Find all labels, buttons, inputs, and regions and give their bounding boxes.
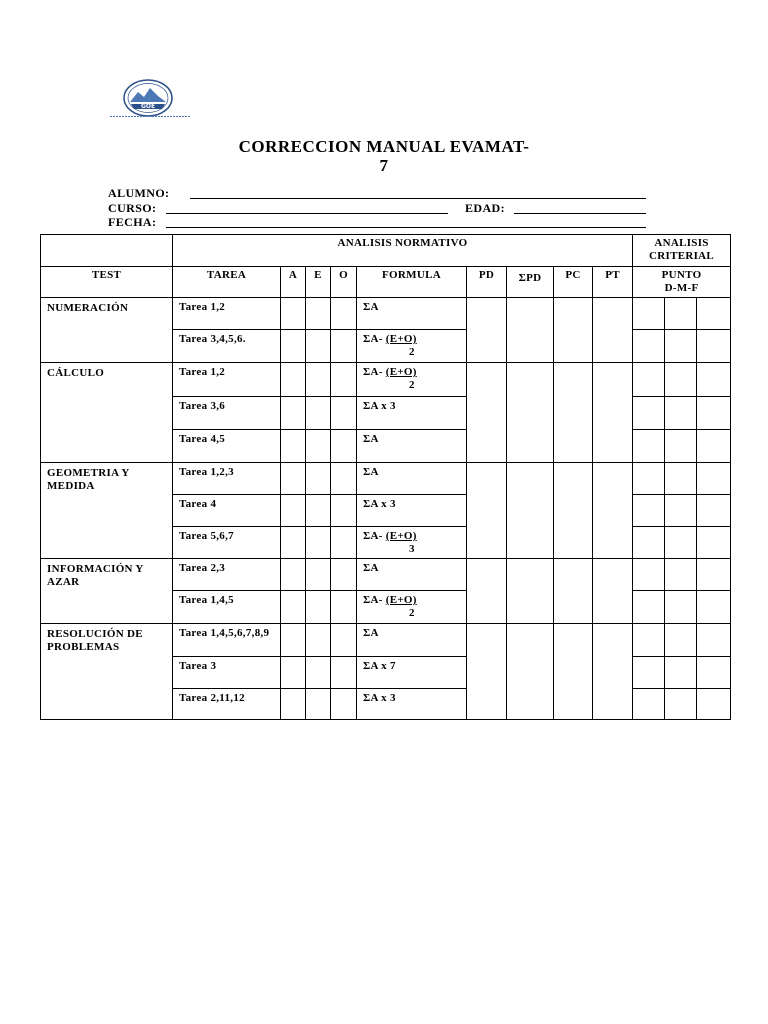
- sum-pd-cell[interactable]: [507, 363, 554, 463]
- formula-denominator: 3: [409, 543, 415, 555]
- formula-denominator: 2: [409, 607, 415, 619]
- score-a-cell[interactable]: [281, 298, 306, 330]
- punto-f-cell[interactable]: [697, 657, 731, 689]
- score-e-cell[interactable]: [306, 527, 331, 559]
- table-row: [41, 363, 731, 397]
- tarea-cell: Tarea 3,6: [173, 397, 281, 430]
- punto-m-cell[interactable]: [665, 624, 697, 657]
- score-o-cell[interactable]: [331, 591, 357, 624]
- title-line-1: CORRECCION MANUAL EVAMAT-: [238, 137, 530, 156]
- punto-d-cell[interactable]: [633, 363, 665, 397]
- punto-m-cell[interactable]: [665, 591, 697, 624]
- col-a: A: [281, 267, 306, 298]
- pt-cell[interactable]: [593, 463, 633, 559]
- punto-m-cell[interactable]: [665, 463, 697, 495]
- punto-f-cell[interactable]: [697, 397, 731, 430]
- formula-cell: [357, 330, 467, 363]
- test-name: CÁLCULO: [41, 363, 173, 463]
- formula-cell: [357, 657, 467, 689]
- fecha-label: FECHA:: [108, 215, 157, 229]
- punto-m-cell[interactable]: [665, 527, 697, 559]
- punto-m-cell[interactable]: [665, 689, 697, 720]
- col-pd: PD: [467, 267, 507, 298]
- punto-d-cell[interactable]: [633, 559, 665, 591]
- pd-cell[interactable]: [467, 559, 507, 624]
- school-logo: [122, 78, 174, 120]
- score-a-cell[interactable]: [281, 363, 306, 397]
- score-a-cell[interactable]: [281, 463, 306, 495]
- punto-d-cell[interactable]: [633, 298, 665, 330]
- test-name: RESOLUCIÓN DE PROBLEMAS: [41, 624, 173, 720]
- formula-numerator: (E+O): [385, 333, 417, 345]
- evaluation-table: [40, 234, 731, 720]
- pc-cell[interactable]: [554, 463, 593, 559]
- score-o-cell[interactable]: [331, 330, 357, 363]
- formula-cell: [357, 363, 467, 397]
- alumno-label: ALUMNO:: [108, 186, 170, 200]
- punto-m-cell[interactable]: [665, 657, 697, 689]
- score-o-cell[interactable]: [331, 430, 357, 463]
- score-e-cell[interactable]: [306, 463, 331, 495]
- formula-text: ΣA: [363, 466, 379, 478]
- formula-cell: [357, 463, 467, 495]
- tarea-cell: Tarea 4: [173, 495, 281, 527]
- formula-text: ΣA x 7: [363, 660, 396, 672]
- score-o-cell[interactable]: [331, 559, 357, 591]
- tarea-cell: Tarea 2,3: [173, 559, 281, 591]
- test-name: GEOMETRIA Y MEDIDA: [41, 463, 173, 559]
- tarea-cell: Tarea 1,2,3: [173, 463, 281, 495]
- score-a-cell[interactable]: [281, 591, 306, 624]
- formula-numerator: (E+O): [385, 530, 417, 542]
- score-a-cell[interactable]: [281, 657, 306, 689]
- tarea-cell: Tarea 4,5: [173, 430, 281, 463]
- score-e-cell[interactable]: [306, 397, 331, 430]
- formula-text: ΣA: [363, 301, 379, 313]
- punto-f-cell[interactable]: [697, 689, 731, 720]
- score-a-cell[interactable]: [281, 624, 306, 657]
- formula-text: ΣA-: [363, 333, 386, 345]
- formula-cell: [357, 591, 467, 624]
- formula-text: ΣA x 3: [363, 400, 396, 412]
- score-e-cell[interactable]: [306, 559, 331, 591]
- title-line-2: 7: [379, 156, 389, 175]
- punto-d-cell[interactable]: [633, 591, 665, 624]
- punto-f-cell[interactable]: [697, 527, 731, 559]
- formula-numerator: (E+O): [385, 594, 417, 606]
- pc-cell[interactable]: [554, 363, 593, 463]
- punto-d-cell[interactable]: [633, 430, 665, 463]
- tarea-cell: Tarea 1,4,5,6,7,8,9: [173, 624, 281, 657]
- tarea-cell: Tarea 2,11,12: [173, 689, 281, 720]
- score-e-cell[interactable]: [306, 298, 331, 330]
- score-o-cell[interactable]: [331, 689, 357, 720]
- formula-text: ΣA x 3: [363, 498, 396, 510]
- formula-text: ΣA-: [363, 530, 386, 542]
- punto-d-cell[interactable]: [633, 527, 665, 559]
- tarea-cell: Tarea 1,2: [173, 363, 281, 397]
- pd-cell[interactable]: [467, 624, 507, 720]
- tarea-cell: Tarea 3,4,5,6.: [173, 330, 281, 363]
- formula-denominator: 2: [409, 379, 415, 391]
- formula-denominator: 2: [409, 346, 415, 358]
- punto-d-cell[interactable]: [633, 397, 665, 430]
- punto-f-cell[interactable]: [697, 298, 731, 330]
- formula-cell: [357, 495, 467, 527]
- col-e: E: [306, 267, 331, 298]
- formula-text: ΣA-: [363, 366, 386, 378]
- score-o-cell[interactable]: [331, 624, 357, 657]
- sum-pd-cell[interactable]: [507, 624, 554, 720]
- header-normativo: ANALISIS NORMATIVO: [173, 235, 633, 267]
- table-row: [41, 298, 731, 330]
- punto-f-cell[interactable]: [697, 495, 731, 527]
- score-a-cell[interactable]: [281, 559, 306, 591]
- pt-cell[interactable]: [593, 298, 633, 363]
- punto-d-cell[interactable]: [633, 657, 665, 689]
- score-e-cell[interactable]: [306, 363, 331, 397]
- score-e-cell[interactable]: [306, 495, 331, 527]
- sum-pd-cell[interactable]: [507, 559, 554, 624]
- formula-text: ΣA-: [363, 594, 386, 606]
- punto-f-cell[interactable]: [697, 559, 731, 591]
- col-formula: FORMULA: [357, 267, 467, 298]
- punto-m-cell[interactable]: [665, 559, 697, 591]
- pc-cell[interactable]: [554, 559, 593, 624]
- sum-pd-cell[interactable]: [507, 463, 554, 559]
- score-o-cell[interactable]: [331, 397, 357, 430]
- score-a-cell[interactable]: [281, 397, 306, 430]
- score-a-cell[interactable]: [281, 527, 306, 559]
- formula-cell: [357, 559, 467, 591]
- pt-cell[interactable]: [593, 624, 633, 720]
- formula-cell: [357, 397, 467, 430]
- header-criterial: ANALISIS CRITERIAL: [633, 235, 731, 267]
- header-blank: [41, 235, 173, 267]
- tarea-cell: Tarea 5,6,7: [173, 527, 281, 559]
- score-e-cell[interactable]: [306, 430, 331, 463]
- pc-cell[interactable]: [554, 298, 593, 363]
- pd-cell[interactable]: [467, 298, 507, 363]
- table-row: [41, 559, 731, 591]
- punto-m-cell[interactable]: [665, 330, 697, 363]
- score-e-cell[interactable]: [306, 591, 331, 624]
- score-o-cell[interactable]: [331, 657, 357, 689]
- test-name: INFORMACIÓN Y AZAR: [41, 559, 173, 624]
- score-e-cell[interactable]: [306, 330, 331, 363]
- punto-f-cell[interactable]: [697, 363, 731, 397]
- col-pc: PC: [554, 267, 593, 298]
- punto-m-cell[interactable]: [665, 397, 697, 430]
- punto-m-cell[interactable]: [665, 298, 697, 330]
- score-a-cell[interactable]: [281, 689, 306, 720]
- punto-f-cell[interactable]: [697, 463, 731, 495]
- edad-label: EDAD:: [465, 201, 505, 215]
- score-o-cell[interactable]: [331, 495, 357, 527]
- test-name: NUMERACIÓN: [41, 298, 173, 363]
- punto-d-cell[interactable]: [633, 330, 665, 363]
- formula-text: ΣA: [363, 433, 379, 445]
- tarea-cell: Tarea 1,2: [173, 298, 281, 330]
- sum-pd-cell[interactable]: [507, 298, 554, 363]
- pt-cell[interactable]: [593, 559, 633, 624]
- col-test: TEST: [41, 267, 173, 298]
- tarea-cell: Tarea 1,4,5: [173, 591, 281, 624]
- col-o: O: [331, 267, 357, 298]
- score-e-cell[interactable]: [306, 624, 331, 657]
- score-o-cell[interactable]: [331, 298, 357, 330]
- tarea-cell: Tarea 3: [173, 657, 281, 689]
- score-o-cell[interactable]: [331, 363, 357, 397]
- col-pt: PT: [593, 267, 633, 298]
- score-a-cell[interactable]: [281, 330, 306, 363]
- pc-cell[interactable]: [554, 624, 593, 720]
- col-punto-label: PUNTO: [661, 269, 702, 281]
- formula-text: ΣA: [363, 562, 379, 574]
- punto-m-cell[interactable]: [665, 363, 697, 397]
- formula-cell: [357, 689, 467, 720]
- formula-cell: [357, 527, 467, 559]
- table-row: [41, 624, 731, 657]
- punto-d-cell[interactable]: [633, 624, 665, 657]
- pt-cell[interactable]: [593, 363, 633, 463]
- punto-f-cell[interactable]: [697, 330, 731, 363]
- score-a-cell[interactable]: [281, 430, 306, 463]
- punto-d-cell[interactable]: [633, 463, 665, 495]
- formula-text: ΣA x 3: [363, 692, 396, 704]
- score-o-cell[interactable]: [331, 527, 357, 559]
- punto-f-cell[interactable]: [697, 430, 731, 463]
- score-e-cell[interactable]: [306, 689, 331, 720]
- punto-f-cell[interactable]: [697, 624, 731, 657]
- formula-numerator: (E+O): [385, 366, 417, 378]
- score-a-cell[interactable]: [281, 495, 306, 527]
- formula-cell: [357, 298, 467, 330]
- pd-cell[interactable]: [467, 463, 507, 559]
- formula-text: ΣA: [363, 627, 379, 639]
- logo-caption: [108, 115, 192, 118]
- curso-label: CURSO:: [108, 201, 157, 215]
- svg-text:GOE: GOE: [140, 103, 156, 110]
- col-tarea: TAREA: [173, 267, 281, 298]
- punto-d-cell[interactable]: [633, 689, 665, 720]
- page-title: [180, 137, 588, 175]
- score-e-cell[interactable]: [306, 657, 331, 689]
- score-o-cell[interactable]: [331, 463, 357, 495]
- pd-cell[interactable]: [467, 363, 507, 463]
- punto-m-cell[interactable]: [665, 495, 697, 527]
- punto-m-cell[interactable]: [665, 430, 697, 463]
- formula-cell: [357, 624, 467, 657]
- col-dmf-label: D-M-F: [664, 282, 699, 294]
- col-punto: [633, 267, 731, 298]
- formula-cell: [357, 430, 467, 463]
- punto-d-cell[interactable]: [633, 495, 665, 527]
- col-sum-pd: ΣPD: [507, 267, 554, 298]
- punto-f-cell[interactable]: [697, 591, 731, 624]
- table-row: [41, 463, 731, 495]
